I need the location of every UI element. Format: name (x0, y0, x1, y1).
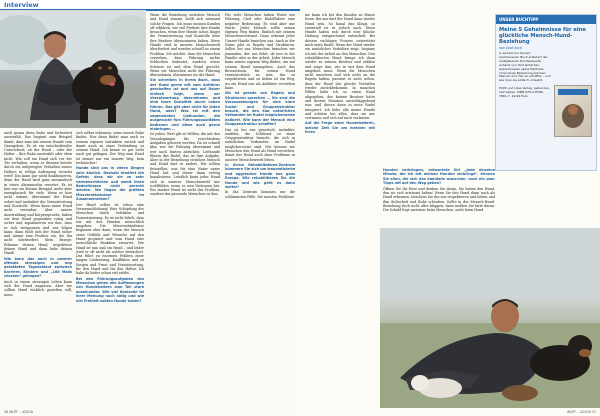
article-paragraph: Der Hund selber ist schon eine Vermenschlichung! Eine Schöpfung des Menschen durch Selektion und Domestizierung. Es ist nicht falsch, dass wir mit den Hunden menschlich umgehen. Die Missverständnisse beginnen eher dann, wenn der Mensch seine Gefühle und Wünsche auf den Hund projiziert und vom Hund eine menschliche Reaktion erwartet. Der Hund ist nun mal ein Hund – und leider wird er oft nicht als solcher betrachtet. Das führt zu enormen Fehlern einer langen Leidensweg, Konflikten und zu Sorgen und Frust und Verantwortung, für den Hund und für den Halter. Ich habe da leider schon viel erlebt. (76, 202, 144, 276)
page-footer-left: 28 WUFF – 4/2016 (4, 410, 34, 414)
article-paragraph: Ist jeden: Wert gilt es Wölfen, die mit den Veranlagungen für verschiedene Aufgaben gehoren werden. Da ist schnell klar, wer die Führung übernimmt und wer nach hinten abrücken. Leithunde führen das Rudel, das ist ihre Aufgabe. Aber in der Beziehung zwischen Mensch und Hund darf es anders. Wir sollten feststellen, was für eine Natur unser Hund hat und dieser dann richtig kanalisieren. Letztlich kann jeder Hund sich in unserer Menschenwelt nur wohlfühlen, wenn er sein Vertrauen hat. Ein starker Hund ist nicht das Problem, sondern das passende Menschen zu ihm. (150, 132, 220, 197)
man-with-dog-illustration (0, 10, 146, 128)
book-tip-publisher: Edith und Usse Verlag, gebunden, 192 Seiten, ISBN 978-3-8338-3861-7, 19,99 Euro (499, 86, 550, 99)
interview-question: Wo ist gerade von Regeln und Strukturen sprechen … Sie sind die Voraussetzungen für eine klare Sozial- und Gruppenstruktur brauch, die den klar natürlichen Verbanden im Rudel möglicherweise halbiert. Wie kann der Mensch eine Gruppenstruktur schaffen? (225, 91, 295, 127)
left-column-3 (150, 13, 220, 411)
book-tip-author: von José Arce (499, 46, 522, 50)
book-tip-title: Meine 5 Geheimnisse für eine glückliche Mensch-Hund-Beziehung (499, 27, 586, 45)
article-paragraph: sich selber erkennen, seine innere Ruhe finden. Nur dann findet man auch zu seinem eigenen Instinkten zurück und damit auch zu einer Verbindung zu seinem Hund. Ich kenne es gut nicht nach gut gelingen. Der Weg zum Hund ist immer nur ein innerer Weg, kein technischer! (76, 131, 144, 166)
article-paragraph: Für viele Menschen haben Worte wie Führung, Chef oder Rudelführer eine negative Bedeutung. Es sind aber nur Worte. Jeder Mensch sollte seinen eigenen Weg finden. Einfach mit seinem Menschenverstand. Dann erkennt jeder Unsere Hunde brauchen uns. Auch in der Natur gibt es Regeln und Strukturen. Selbst bei uns Menschen brauchen wir jemanden, der uns führt, ob nun in der Familie oder in der Arbeit. Jeder Mensch kann seinen eigenen Weg finden, um mit seinem Hund umzugehen. Auch das Bewusstsein, für seinen Hund verantwortlich zu sein, ihn zu respektieren und zu lieben ist ein Weg, wo ein Hund uns als Anführer verstehen kann. (225, 13, 295, 91)
article-paragraph: Wenn die Beziehung zwischen Mensch und Hund stimmt, stellt sich niemand solche Fragen. Ich muss meinen Kunden oft erklären, wie viel Freiheit ihre Hunde brauchen, wenn ihre Hunde schon längst die Verantwortung und Kontrolle über ihre Besitzer übernommen haben. Diese Hunde sind in unserer Menschenwelt überfordert und werden schnell zu einem Problem. Ich möchte, dass die Menschen verstehen, dass Führung nichts Schlechtes bedeutet, sondern etwas Schönes ist und dem Hund gerecht. Wenn wir Menschen nicht die Führung übernehmen, übernimmt sie der Hund. (150, 13, 220, 78)
book-tip-header: UNSER BUCHTIPP (496, 15, 596, 24)
article-paragraph: Das ist bei uns genetisch, instinktiv, wirklich, die Schlüssel zu einer Gruppenstruktur braucht, die sich in natürlichen Vorbanden im Rudel möglicherweise sind. Wie können wir Menschen den Hund als Hund verstehen, damit der Hund auch ohne Probleme in unserer Menschenwelt leben. (225, 127, 295, 162)
interview-question: Wie kann das auch in unserer oftmals stressigen und eng getakteten Tagesablauf zwischen Karriere, Kindern und „168 Mails checken" gelingen? (4, 256, 72, 279)
book-cover-image (554, 85, 592, 137)
interview-photo-dog (0, 10, 146, 128)
man-with-pack-illustration (380, 228, 600, 408)
section-title: Interview (4, 1, 39, 9)
article-paragraph: Auch in einem stressigen Leben kann sich der Hund anpassen. Aber wir sollten Hund wirklich gezielten will, muss (4, 279, 72, 297)
page-footer-right: WUFF – 4/2016 21 (566, 410, 596, 414)
article-paragraph: Öffnen Sie Ihr Herz und denken Sie daran, Sie haben den Hund, den sie sich erträumt haben! Wenn Sie den Hund dann auch als Hund erkennen, beachten Sie ihn nur respektieren und lieben und ihm Sicherheit und Ruhe schenken. Sollte in der Mensch-Hund-Beziehung doch nicht alles klappen, dann melden Sie bitte daran: Die Schuld liegt meistens beim Menschen, nicht beim Hund. (383, 186, 495, 213)
interview-question: Sie schreiben in Ihrem Buch, dass der Hund gerne mit zum Anführer geschaffen ist und uns auf Dauer einfach folgt, wenn wir Verantwortung übernehmen und eine klare Sozialität durch Leben führen. Das gilt aber nicht für jeden Hund, oder? Was ist mit den sogenannten Listhunden, die ausgesucht fürs Führungsqualitäten bedienen und diese auch gerne einbringen … (150, 78, 220, 131)
book-tip-description: In seinem zur Kursen erschienenen Buch erläutert der maßgebende Hundeexperte anhand von fünf einfachen Geheimnissen seine Methode, ohne lange Beziehung wischen Mensch und Tier zu schaffen – und wie man sie einfach umsetzt. (499, 51, 551, 83)
right-page (300, 0, 600, 416)
interview-question: Bei den Führungsaufgaben des Menschen gehen alle Auffassungen von Hundehaltern zum Teil stark auseinander. Wie viel Kontrolle ist Ihrer Meinung nach nötig und wie viel Freiheit sollten Hunde haben? (76, 276, 144, 303)
article-paragraph: auch genau diese Ruhe und Sicherheit ausstrahlt. Das beginnt zum Beispiel damit, dass man mit seinem Hunde vom Gassigehen. Es ist ein entscheidender Unterschied, ob der Hund – oder der Halter – Ihre Ruhe ausstrahlt oder eben nicht. Wie soll ein Hund sich vor der Tür verhalten, wenn er drinnen bereits durch ein aufgeregtes Verhalten seines Halters in völlige Aufregung versetzt wird? Das kann gar nicht funktionieren, denn der Hund wird ganz automatisch in einen Alarmmodus versetzt. Es ist hier nur ein kleines Beispiel, mehr aber exemplarisch für viele. Wenn es hier nicht stimmt, übernimmt der Hund sofort und instinktiv die Verantwortung und Kontrolle. Wenn kann unser Hund nicht vereinbar. Aber unsere Ausstrahlung und Körpersprache, haben wir dem Hund gegenüber ruhig und sicher und signalisieren wir ihm, dass er sich entspannen und uns folgen kann, dann fühlt sich der Hund sicher und nimmt eine Position ein, die ihn nicht überfordert. Mein Rezept: Erkenne deinen Hund, respektiere deinen Hund und dann liebe deinen Hund! (4, 131, 72, 256)
interview-question: In Ihrem Rehabilitations-Zentrum kümmern Sie sich um traumatisierte und aggressive Hunde aus ganz Europa. Wie rehabilitieren Sie die Hunde und wie geht es dann weiter? (225, 162, 295, 189)
pack-photo (380, 228, 600, 408)
left-column-1 (4, 131, 72, 411)
left-column-4 (225, 13, 295, 411)
interview-question: Hunde sind uns in vielen Dingen sehr ähnlich. Deshalb tendiert die Gefahr, dass wir sie zu sehr vermenschlichen und somit ihren Bedürfnissen nicht gerecht werden. Wo liegen die größten Missverständnisse im Zusammenleben? (76, 166, 144, 202)
interview-question: Auf die Frage einer Hundehalterin, welche Zeit Sie am meisten mit Ihren (305, 121, 375, 135)
article-paragraph: In das Zentrum kommen nur die schlimmsten Fälle. Die meisten Probleme (225, 190, 295, 199)
right-column-1 (305, 13, 375, 228)
book-icon (555, 86, 591, 136)
article-paragraph: me kann ich bei den Kunden zu Hause lösen. Bei mir darf der Hund dann wieder Hund sein. So banal das klingt, so essentiell ist es jedoch auch. Diese Hunde haben sich durch eine falsche Haltung entsprechend entwickelt. Bei diesem wichtigen Prozess unterstützt mich mein Rudel. Wenn der Hund wieder ein natürliches Verhalten zeigt, beginne ich mit der Arbeit an den Menschen. Den rehabilitierten Hund bringe ich dann wieder zu seinem Besitzer und erkläre und zeige ihm, wie er mit dem Hund umgehen muss. Wenn die Menschen nicht umsetzen und sich nicht an die Regeln halten, passiert es nicht selten, dass der Hund das gleiche Verhalten wieder zurückbekommt. In manchen Fällen habe ich so einen Hund abgegeben, der keinen Besitzer hatte und dessen Situation ausschlaggebend war, und diesen dann in mein Rudel integriert. Ich liebe alle meine Hunde und schätze bei allen, dass sie mir vertrauen und sich auf mich verlassen. (305, 13, 375, 121)
left-column-2 (76, 131, 144, 411)
interview-question: Hunden verbringen, antwortete Siri „Jede einzelne Minute, die ich mit meinen Hunden verbringe". Können Sie allen, die sich das ebenfalls wünschen, noch ein paar Tipps mit auf den Weg geben? (383, 168, 495, 186)
